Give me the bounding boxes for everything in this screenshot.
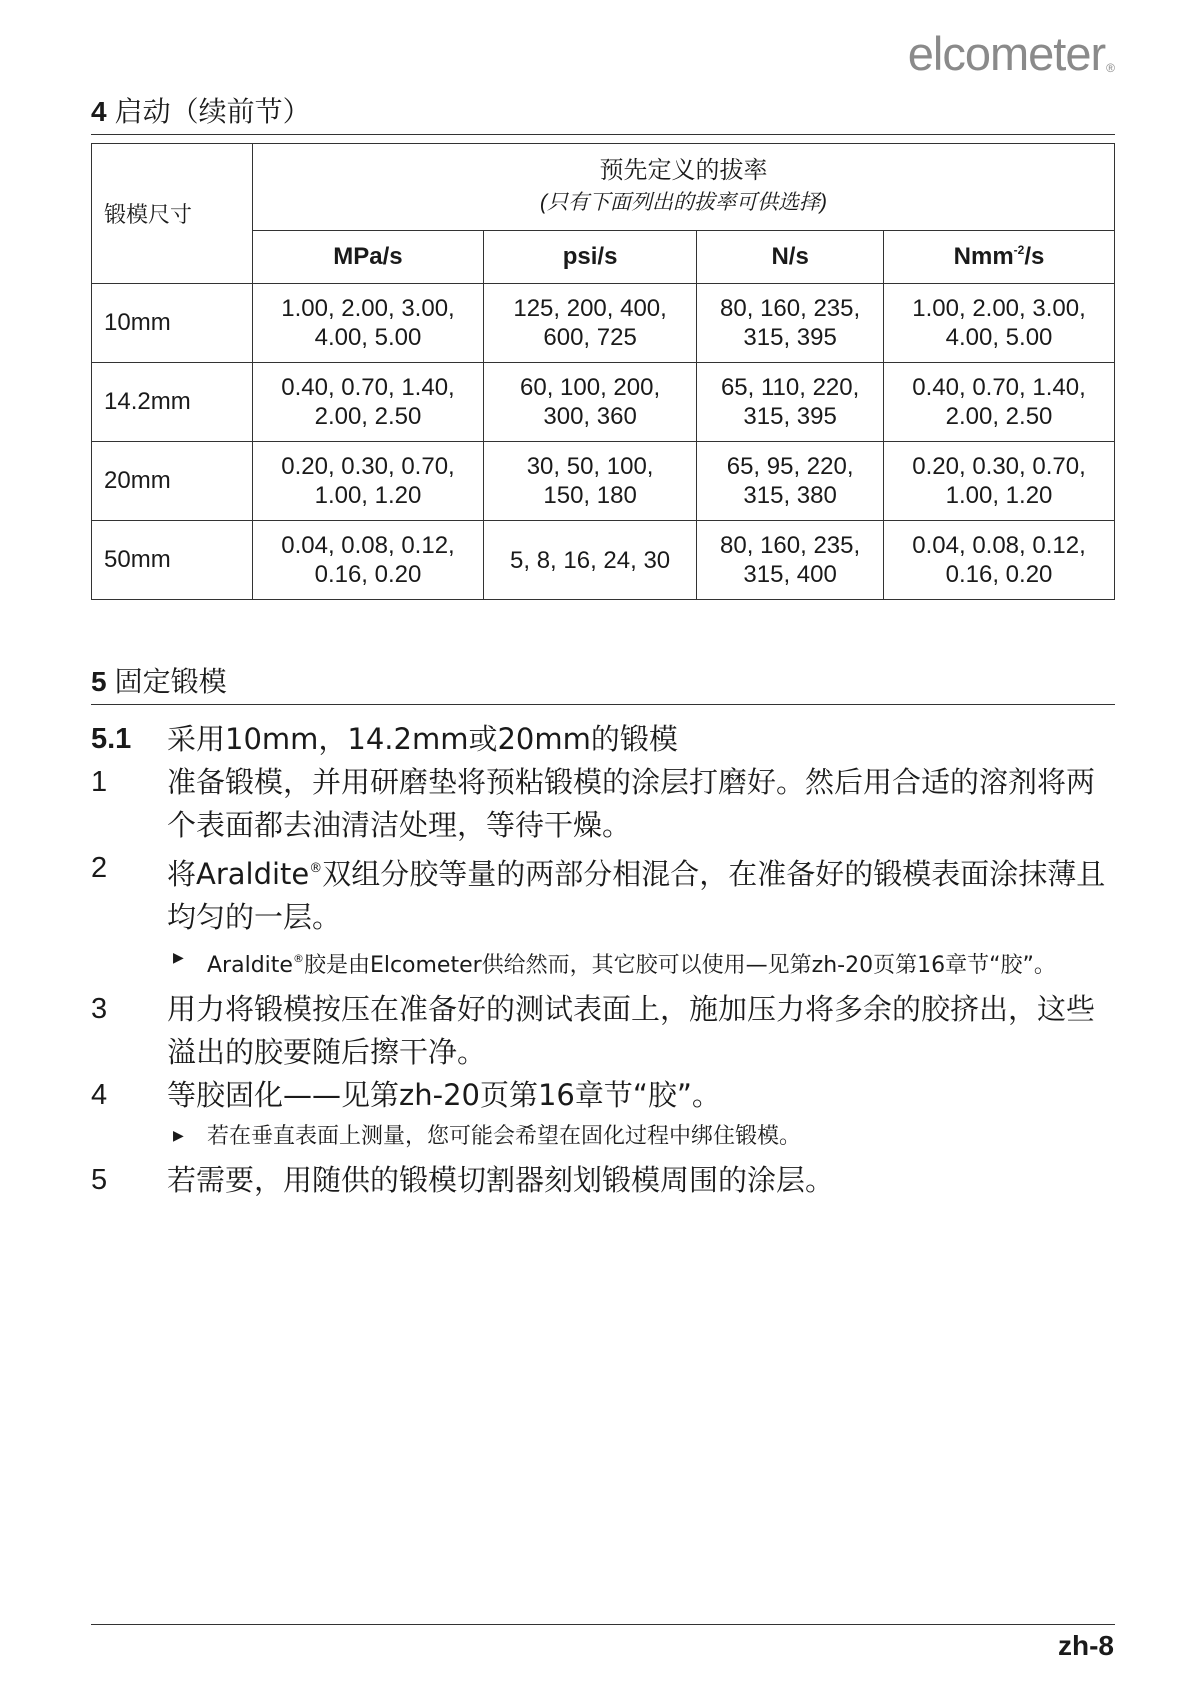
- value-line: 1.00, 2.00, 3.00,: [281, 295, 455, 322]
- section-title: 启动（续前节）: [114, 95, 311, 128]
- note-item: [91, 1120, 1115, 1153]
- value-line: 4.00, 5.00: [314, 324, 422, 351]
- size-cell: 20mm: [92, 442, 253, 521]
- value-cell: [483, 363, 696, 442]
- step-text: 用力将锻模按压在准备好的测试表面上，施加压力将多余的胶挤出，这些溢出的胶要随后擦干净。: [167, 992, 1096, 1069]
- unit-header-nmm: [884, 231, 1115, 284]
- step-number: 5: [91, 1164, 108, 1196]
- value-cell: [253, 442, 484, 521]
- registered-mark: ®: [309, 861, 323, 876]
- unit-header: N/s: [697, 231, 884, 284]
- page-number: zh-8: [1058, 1630, 1114, 1661]
- value-cell: [483, 284, 696, 363]
- value-line: 0.04, 0.08, 0.12,: [281, 532, 455, 559]
- step-number: 2: [91, 852, 108, 884]
- group-subtitle: (只有下面列出的拔率可供选择): [540, 191, 827, 214]
- value-line: 0.20, 0.30, 0.70,: [281, 453, 455, 480]
- value-cell: [884, 363, 1115, 442]
- section-number: 5: [91, 666, 107, 697]
- value-cell: [697, 521, 884, 600]
- value-cell: [884, 521, 1115, 600]
- value-cell: [483, 521, 696, 600]
- unit-header: MPa/s: [253, 231, 484, 284]
- triangle-bullet-icon: ▶: [173, 1128, 184, 1144]
- step-number: 3: [91, 993, 108, 1025]
- logo-text: elcometer: [907, 27, 1106, 80]
- note-text: 若在垂直表面上测量，您可能会希望在固化过程中绑住锻模。: [207, 1124, 802, 1149]
- list-item: [91, 847, 1115, 939]
- value-line: 80, 160, 235,: [720, 295, 861, 322]
- subsection-heading: [91, 718, 1115, 761]
- registered-mark: ®: [1106, 61, 1114, 75]
- section-number: 4: [91, 96, 107, 127]
- subsection-number: 5.1: [91, 723, 132, 755]
- value-line: 0.04, 0.08, 0.12,: [912, 532, 1086, 559]
- step-text: 若需要，用随供的锻模切割器刻划锻模周围的涂层。: [167, 1163, 835, 1197]
- table-row: [92, 521, 1115, 600]
- value-line: 30, 50, 100,: [526, 453, 654, 480]
- size-column-header: 锻模尺寸: [92, 144, 253, 284]
- value-line: 315, 380: [743, 482, 837, 509]
- step-text-part: 双组分胶等量的两部分相混合，在准备好的锻模表面涂抹薄且均匀的一层。: [167, 857, 1106, 934]
- value-cell: [697, 363, 884, 442]
- unit-base: Nmm: [953, 243, 1014, 270]
- step-text-part: 将Araldite: [167, 857, 310, 891]
- footer-divider: [91, 1624, 1115, 1625]
- subsection-title: 采用10mm，14.2mm或20mm的锻模: [167, 722, 678, 756]
- table-row: [92, 284, 1115, 363]
- value-cell: [697, 442, 884, 521]
- size-cell: 50mm: [92, 521, 253, 600]
- note-text-part: Araldite: [207, 953, 293, 978]
- value-line: 315, 400: [743, 561, 837, 588]
- value-line: 125, 200, 400,: [513, 295, 667, 322]
- value-cell: [884, 442, 1115, 521]
- value-line: 5, 8, 16, 24, 30: [510, 546, 671, 574]
- step-text: 等胶固化——见第zh-20页第16章节“胶”。: [167, 1078, 721, 1112]
- section-5-heading: [91, 660, 1115, 705]
- value-cell: [253, 363, 484, 442]
- section-4-heading: [91, 90, 1115, 135]
- table-row: [92, 363, 1115, 442]
- value-line: 0.16, 0.20: [314, 561, 422, 588]
- step-text: [167, 857, 1105, 934]
- value-line: 150, 180: [543, 482, 637, 509]
- value-line: 300, 360: [543, 403, 637, 430]
- value-line: 60, 100, 200,: [520, 374, 661, 401]
- triangle-bullet-icon: ▶: [173, 950, 184, 966]
- list-item: [91, 761, 1115, 847]
- note-text-part: 胶是由Elcometer供给然而，其它胶可以使用—见第zh-20页第16章节“胶”。: [303, 953, 1056, 978]
- value-line: 0.20, 0.30, 0.70,: [912, 453, 1086, 480]
- value-line: 80, 160, 235,: [720, 532, 861, 559]
- size-cell: 14.2mm: [92, 363, 253, 442]
- value-line: 0.16, 0.20: [945, 561, 1053, 588]
- step-number: 4: [91, 1079, 108, 1111]
- table-row: [92, 442, 1115, 521]
- value-line: 65, 110, 220,: [720, 374, 860, 401]
- list-item: [91, 988, 1115, 1074]
- value-cell: [697, 284, 884, 363]
- value-line: 0.40, 0.70, 1.40,: [281, 374, 455, 401]
- step-text: 准备锻模，并用研磨垫将预粘锻模的涂层打磨好。然后用合适的溶剂将两个表面都去油清洁处理，等待干燥。: [167, 765, 1096, 842]
- value-line: 4.00, 5.00: [945, 324, 1053, 351]
- value-line: 1.00, 1.20: [945, 482, 1053, 509]
- registered-mark: ®: [292, 952, 304, 965]
- value-cell: [483, 442, 696, 521]
- unit-tail: /s: [1024, 243, 1045, 270]
- unit-exponent: -2: [1013, 243, 1025, 257]
- group-title: 预先定义的拔率: [599, 157, 768, 184]
- value-line: 2.00, 2.50: [945, 403, 1053, 430]
- step-number: 1: [91, 766, 108, 798]
- list-item: [91, 1159, 1115, 1202]
- unit-header: psi/s: [483, 231, 696, 284]
- value-cell: [253, 284, 484, 363]
- note-item: [91, 942, 1115, 982]
- value-line: 315, 395: [743, 403, 837, 430]
- value-line: 600, 725: [543, 324, 637, 351]
- procedure-list: [91, 718, 1115, 1202]
- size-cell: 10mm: [92, 284, 253, 363]
- value-line: 2.00, 2.50: [314, 403, 422, 430]
- pull-rate-table: [91, 143, 1115, 600]
- value-cell: [253, 521, 484, 600]
- value-cell: [884, 284, 1115, 363]
- elcometer-logo: [908, 26, 1114, 81]
- value-line: 1.00, 1.20: [314, 482, 422, 509]
- value-line: 0.40, 0.70, 1.40,: [912, 374, 1086, 401]
- value-line: 315, 395: [743, 324, 837, 351]
- table-header-row: [92, 144, 1115, 231]
- value-line: 1.00, 2.00, 3.00,: [912, 295, 1086, 322]
- list-item: [91, 1074, 1115, 1117]
- value-line: 65, 95, 220,: [726, 453, 854, 480]
- section-title: 固定锻模: [114, 665, 227, 698]
- predefined-rates-header: [253, 144, 1115, 231]
